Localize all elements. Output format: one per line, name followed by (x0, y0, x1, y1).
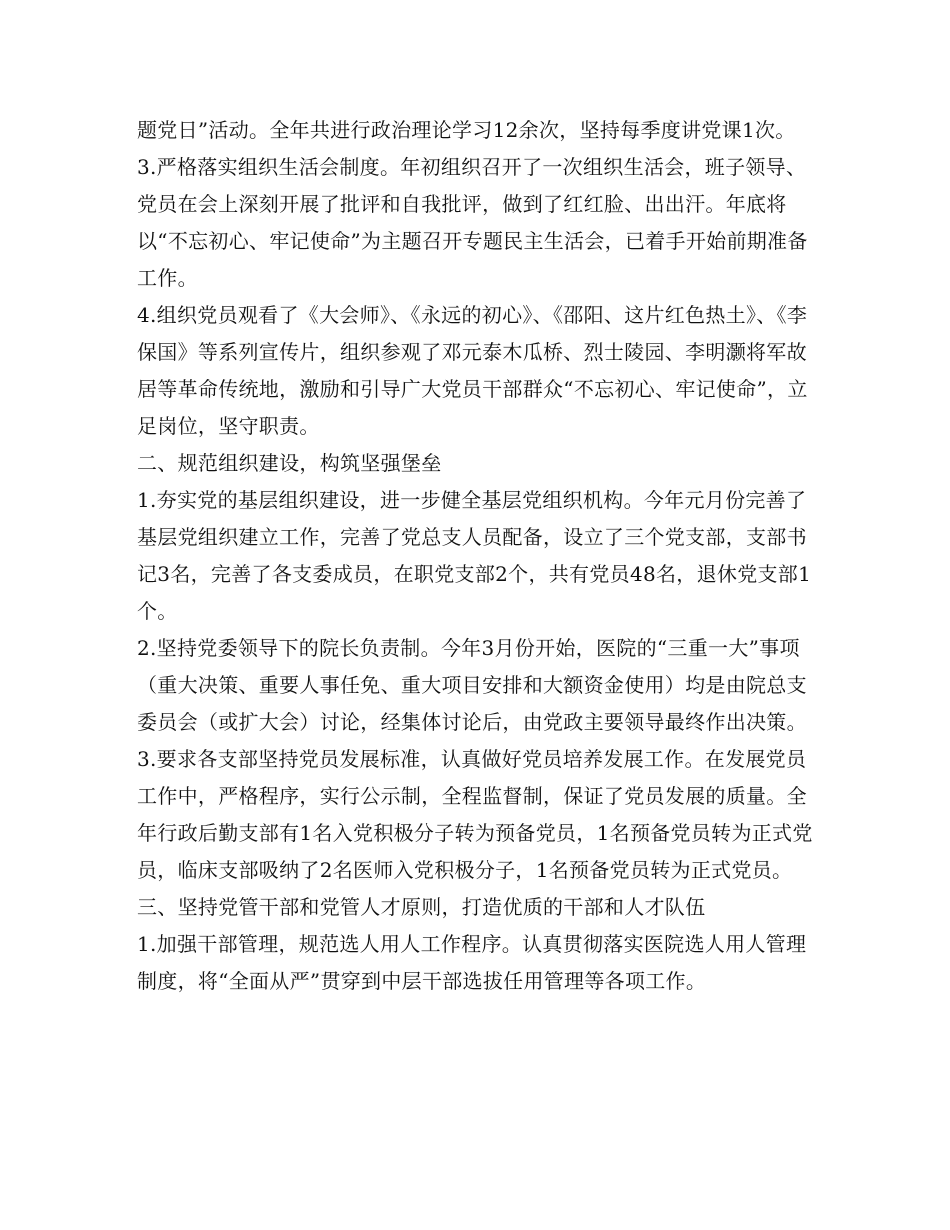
paragraph-president-responsibility: 2.坚持党委领导下的院长负责制。今年3月份开始，医院的“三重一大”事项（重大决策、重要人事任免、重大项目安排和大额资金使用）均是由院总支委员会（或扩大会）讨论，经集体讨论后，由党政主要领导最终作出决策。 (137, 636, 807, 734)
paragraph-cadre-management: 1.加强干部管理，规范选人用人工作程序。认真贯彻落实医院选人用人管理制度，将“全面从严”贯穿到中层干部选拔任用管理等各项工作。 (137, 932, 807, 993)
paragraph-theme-party-day: 题党日”活动。全年共进行政治理论学习12余次，坚持每季度讲党课1次。 (137, 118, 796, 142)
section-heading-cadre-talent: 三、坚持党管干部和党管人才原则，打造优质的干部和人才队伍 (137, 895, 706, 919)
paragraph-grassroots-organization: 1.夯实党的基层组织建设，进一步健全基层党组织机构。今年元月份完善了基层党组织建立工作，完善了党总支人员配备，设立了三个党支部，支部书记3名，完善了各支委成员，在职党支部2个，共有党员48名，退休党支部1个。 (137, 488, 812, 623)
paragraph-organization-life-meeting: 3.严格落实组织生活会制度。年初组织召开了一次组织生活会，班子领导、党员在会上深刻开展了批评和自我批评，做到了红红脸、出出汗。年底将以“不忘初心、牢记使命”为主题召开专题民主生活会，已着手开始前期准备工作。 (137, 155, 808, 290)
document-body (137, 112, 817, 1000)
paragraph-member-development: 3.要求各支部坚持党员发展标准，认真做好党员培养发展工作。在发展党员工作中，严格程序，实行公示制，全程监督制，保证了党员发展的质量。全年行政后勤支部有1名入党积极分子转为预备党员，1名预备党员转为正式党员，临床支部吸纳了2名医师入党积极分子，1名预备党员转为正式党员。 (137, 747, 813, 882)
section-heading-organization-building: 二、规范组织建设，构筑坚强堡垒 (137, 451, 442, 475)
paragraph-propaganda-films: 4.组织党员观看了《大会师》、《永远的初心》、《邵阳、这片红色热土》、《李保国》等系列宣传片，组织参观了邓元泰木瓜桥、烈士陵园、李明灏将军故居等革命传统地，激励和引导广大党员干部群众“不忘初心、牢记使命”，立足岗位，坚守职责。 (137, 303, 808, 438)
